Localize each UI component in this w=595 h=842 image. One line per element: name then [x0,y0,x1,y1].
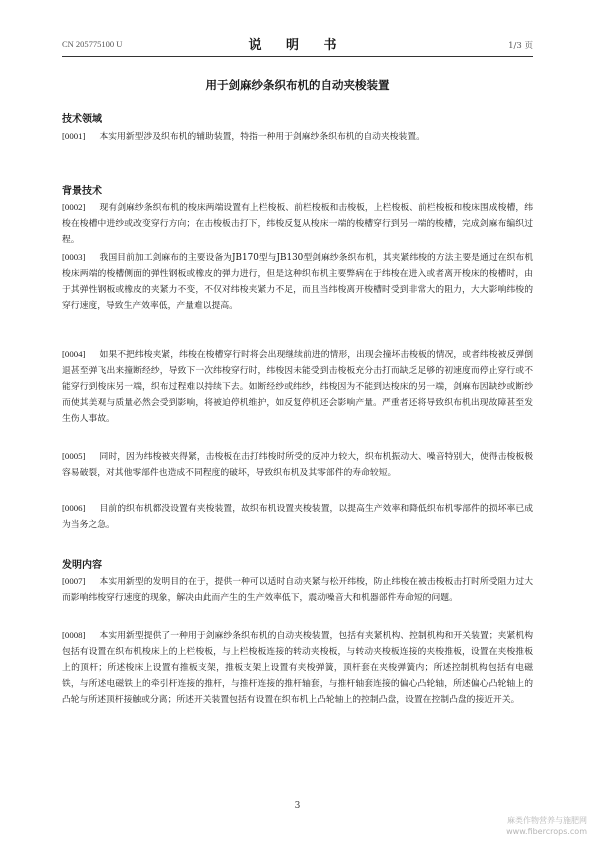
document-title: 用于剑麻纱条织布机的自动夹梭装置 [205,78,390,92]
watermark-line: 麻类作物营养与施肥网 [507,816,587,825]
page-header [62,34,533,54]
paragraph [62,500,533,533]
section-heading-background: 背景技术 [62,186,102,197]
paragraph [62,346,533,427]
page-indicator: 1/3 页 [508,41,533,51]
paragraph-number: [0001] [62,131,86,141]
page-number: 3 [294,801,301,811]
header-rule [62,56,533,57]
paragraph-text: 本实用新型涉及织布机的辅助装置，特指一种用于剑麻纱条织布机的自动夹梭装置。 [99,132,425,142]
paragraph [62,448,533,481]
paragraph-text: 现有剑麻纱条织布机的梭床两端设置有上栏梭板、前栏梭板和击梭板，上栏梭板、前栏梭板和梭床围成梭槽，纬梭在梭槽中进纱或改变穿行方向；在击梭板击打下，纬梭反复从梭床一端的梭槽穿行到另一端的梭槽，完成剑麻布编织过程。 [62,203,533,245]
paragraph-number: [0005] [62,451,86,461]
paragraph [62,627,533,708]
paragraph-text: 如果不把纬梭夹紧，纬梭在梭槽穿行时将会出现继续前进的情形，出现会撞坏击梭板的情况，或者纬梭被反弹倒退甚至弹飞出来撞断经纱，导致下一次纬梭穿行时，纬梭因未能受到击梭板充分击打而缺乏足够的初速度而停止穿行或不能穿行到梭床另一端，织布过程难以持续下去。如断经纱或纬纱，纬梭因为不能到达梭床的另一端，剑麻布因缺纱或断纱而使其美观与质量必然会受到影响，将被迫停机维护，如反复停机还会影响产量。严重者还将导致织布机出现故障甚至发生伤人事故。 [62,350,533,424]
paragraph-text: 目前的织布机都没设置有夹梭装置，故织布机设置夹梭装置，以提高生产效率和降低织布机零部件的损坏率已成为当务之急。 [62,504,533,530]
section-heading-invention: 发明内容 [62,560,102,571]
paragraph-number: [0002] [62,202,86,212]
section-heading-tech-field: 技术领域 [62,114,102,125]
paragraph-text: 同时，因为纬梭被夹得紧，击梭板在击打纬梭时所受的反冲力较大，织布机振动大、噪音特别大，使得击梭板极容易破裂，对其他零部件也造成不同程度的破坏，导致织布机及其零部件的寿命较短。 [62,452,533,478]
paragraph-number: [0008] [62,630,86,640]
paragraph [62,573,533,606]
document-type-title: 说 明 书 [248,38,347,53]
paragraph-number: [0006] [62,503,86,513]
paragraph-text: 本实用新型的发明目的在于，提供一种可以适时自动夹紧与松开纬梭，防止纬梭在被击梭板击打时所受阻力过大而影响纬梭穿行速度的现象，解决由此而产生的生产效率低下，震动噪音大和机器部件寿命短的问题。 [62,577,533,603]
paragraph-text: 本实用新型提供了一种用于剑麻纱条织布机的自动夹梭装置，包括有夹紧机构、控制机构和开关装置；夹紧机构包括有设置在织布机梭床上的上栏梭板，与上栏梭板连接的转动夹梭板，与转动夹梭板连接的夹梭推板，设置在夹梭推板上的顶杆；所述梭床上设置有推板支架，推板支架上设置有夹梭弹簧，顶杆套在夹梭弹簧内；所述控制机构包括有电磁铁，与所述电磁铁上的牵引杆连接的推杆，与推杆连接的推杆轴套，与推杆轴套连接的偏心凸轮轴，所述偏心凸轮轴上的凸轮与所述顶杆接触或分离；所述开关装置包括有设置在织布机上凸轮轴上的控制凸盘，设置在控制凸盘的接近开关。 [62,631,533,705]
paragraph [62,249,533,314]
paragraph-number: [0004] [62,349,86,359]
paragraph [62,128,533,145]
publication-number: CN 205775100 U [62,39,123,49]
paragraph [62,199,533,248]
paragraph-text: 我国目前加工剑麻布的主要设备为JB170型与JB130型剑麻纱条织布机，其夹紧纬梭的方法主要是通过在织布机梭床两端的梭槽侧面的弹性钢板或橡皮的弹力进行，但是这种织布机主要弊病在于纬梭在进入或者离开梭床的梭槽时，由于其弹性钢板或橡皮的夹紧力不变，不仅对纬梭夹紧力不足，而且当纬梭离开梭槽时受到非常大的阻力，大大影响纬梭的穿行速度，导致生产效率低，产量难以提高。 [62,253,533,311]
watermark-url: www.fibercrops.com [506,827,587,836]
paragraph-number: [0003] [62,252,86,262]
watermark [506,815,587,837]
paragraph-number: [0007] [62,576,86,586]
